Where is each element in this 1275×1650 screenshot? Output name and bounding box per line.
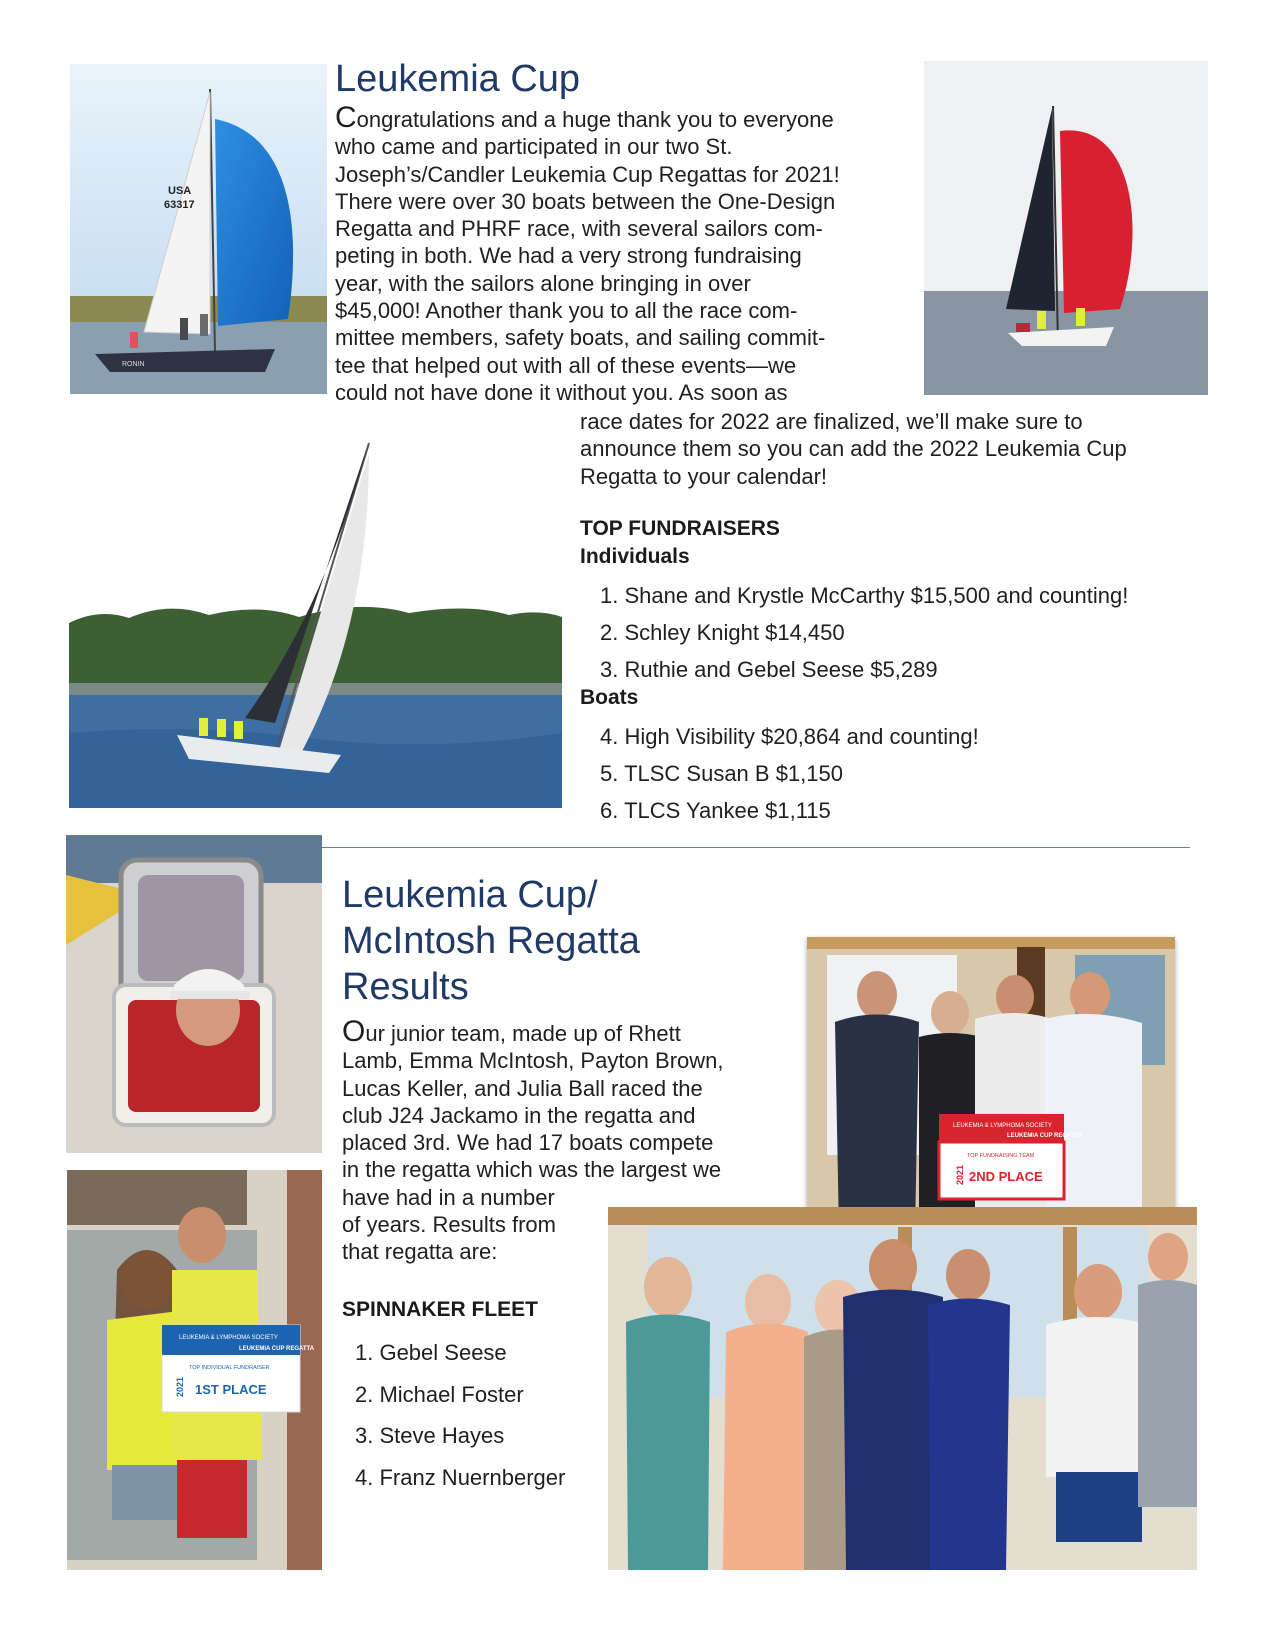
- list-item: 3. Steve Hayes: [355, 1423, 505, 1448]
- article1-line-8: mittee members, safety boats, and sailing commit-: [335, 325, 826, 351]
- article2-line-8: that regatta are:: [342, 1239, 498, 1265]
- banner-year-text: 2021: [175, 1376, 185, 1397]
- list-item: 4. Franz Nuernberger: [355, 1464, 566, 1490]
- article1-paragraph: [335, 101, 910, 406]
- article2-line-1: Lamb, Emma McIntosh, Payton Brown,: [342, 1048, 724, 1074]
- banner-event-text: LEUKEMIA CUP REGATTA: [1007, 1133, 1083, 1139]
- article1-line-2: Joseph’s/Candler Leukemia Cup Regattas for 2021!: [335, 161, 840, 187]
- article2-line-4: placed 3rd. We had 17 boats compete: [342, 1130, 714, 1156]
- banner-place-text: 1ST PLACE: [195, 1382, 267, 1397]
- article2-title-line: McIntosh Regatta: [342, 920, 640, 962]
- article2-line-6: have had in a number: [342, 1184, 555, 1210]
- article1-line-10: could not have done it without you. As soon as: [335, 379, 788, 405]
- banner-org-text: LEUKEMIA & LYMPHOMA SOCIETY: [179, 1335, 278, 1341]
- article1-cont-line-0: race dates for 2022 are finalized, we’ll make sure to: [580, 409, 1083, 434]
- article1-line-1: who came and participated in our two St.: [335, 134, 733, 160]
- top-fundraisers-section: [580, 515, 1220, 829]
- article1-paragraph-continued: [580, 408, 1220, 490]
- list-item: 2. Michael Foster: [355, 1381, 524, 1407]
- article2-line-5: in the regatta which was the largest we: [342, 1157, 722, 1183]
- list-item: 4. High Visibility $20,864 and counting!: [600, 724, 979, 749]
- article2-title-line: Results: [342, 966, 469, 1008]
- sailboat-red-spinnaker-photo: [924, 61, 1208, 395]
- article2-line-2: Lucas Keller, and Julia Ball raced the: [342, 1075, 703, 1101]
- article2-line-0: ur junior team, made up of Rhett: [365, 1021, 681, 1046]
- article1-line-7: $45,000! Another thank you to all the race com-: [335, 298, 798, 324]
- article2-title-line: Leukemia Cup/: [342, 874, 598, 916]
- article1-dropcap: C: [335, 101, 357, 134]
- boats-list: [600, 718, 1220, 829]
- list-item: 3. Ruthie and Gebel Seese $5,289: [600, 657, 938, 682]
- list-item: 6. TLCS Yankee $1,115: [600, 798, 831, 823]
- sail-number-text: USA: [168, 185, 192, 197]
- section-divider: [322, 847, 1190, 848]
- article1-line-5: peting in both. We had a very strong fundraising: [335, 243, 802, 269]
- spinnaker-fleet-section: [342, 1296, 602, 1498]
- individuals-list: [600, 577, 1220, 688]
- spinnaker-fleet-heading: SPINNAKER FLEET: [342, 1298, 539, 1321]
- article1-line-4: Regatta and PHRF race, with several sailors com-: [335, 216, 823, 242]
- boat-name-text: RONIN: [122, 361, 145, 368]
- article2-line-3: club J24 Jackamo in the regatta and: [342, 1102, 696, 1128]
- top-fundraisers-heading: TOP FUNDRAISERS: [580, 517, 780, 540]
- man-in-hatch-photo: [66, 835, 322, 1153]
- banner-place-text: 2ND PLACE: [969, 1169, 1043, 1184]
- banner-year-text: 2021: [955, 1164, 965, 1185]
- individuals-heading: Individuals: [580, 545, 690, 568]
- article2-line-7: of years. Results from: [342, 1212, 556, 1238]
- second-place-group-photo: [807, 937, 1175, 1233]
- boats-heading: Boats: [580, 686, 639, 709]
- article1-line-0: ongratulations and a huge thank you to everyone: [356, 107, 834, 132]
- banner-event-text: LEUKEMIA CUP REGATTA: [239, 1346, 315, 1352]
- group-celebration-photo: [608, 1207, 1197, 1570]
- spinnaker-fleet-list: [355, 1332, 602, 1498]
- banner-caption-text: TOP INDIVIDUAL FUNDRAISER: [189, 1365, 270, 1371]
- article1-cont-line-2: Regatta to your calendar!: [580, 463, 828, 489]
- sailboat-heeling-photo: [69, 433, 562, 808]
- sail-number-text: 63317: [164, 199, 195, 211]
- banner-org-text: LEUKEMIA & LYMPHOMA SOCIETY: [953, 1123, 1052, 1129]
- article2-title: [342, 872, 640, 1010]
- article1-title: Leukemia Cup: [335, 58, 581, 100]
- list-item: 1. Shane and Krystle McCarthy $15,500 and counting!: [600, 583, 1129, 608]
- article1-cont-line-1: announce them so you can add the 2022 Leukemia Cup: [580, 436, 1127, 462]
- list-item: 1. Gebel Seese: [355, 1340, 507, 1365]
- sailboat-blue-spinnaker-photo: [70, 64, 327, 394]
- article1-line-6: year, with the sailors alone bringing in over: [335, 270, 751, 296]
- article1-line-9: tee that helped out with all of these events—we: [335, 352, 797, 378]
- list-item: 5. TLSC Susan B $1,150: [600, 761, 843, 786]
- article2-dropcap: O: [342, 1015, 366, 1048]
- article1-line-3: There were over 30 boats between the One-Design: [335, 188, 836, 214]
- first-place-couple-photo: [67, 1170, 322, 1570]
- list-item: 2. Schley Knight $14,450: [600, 620, 845, 645]
- banner-caption-text: TOP FUNDRAISING TEAM: [967, 1153, 1035, 1159]
